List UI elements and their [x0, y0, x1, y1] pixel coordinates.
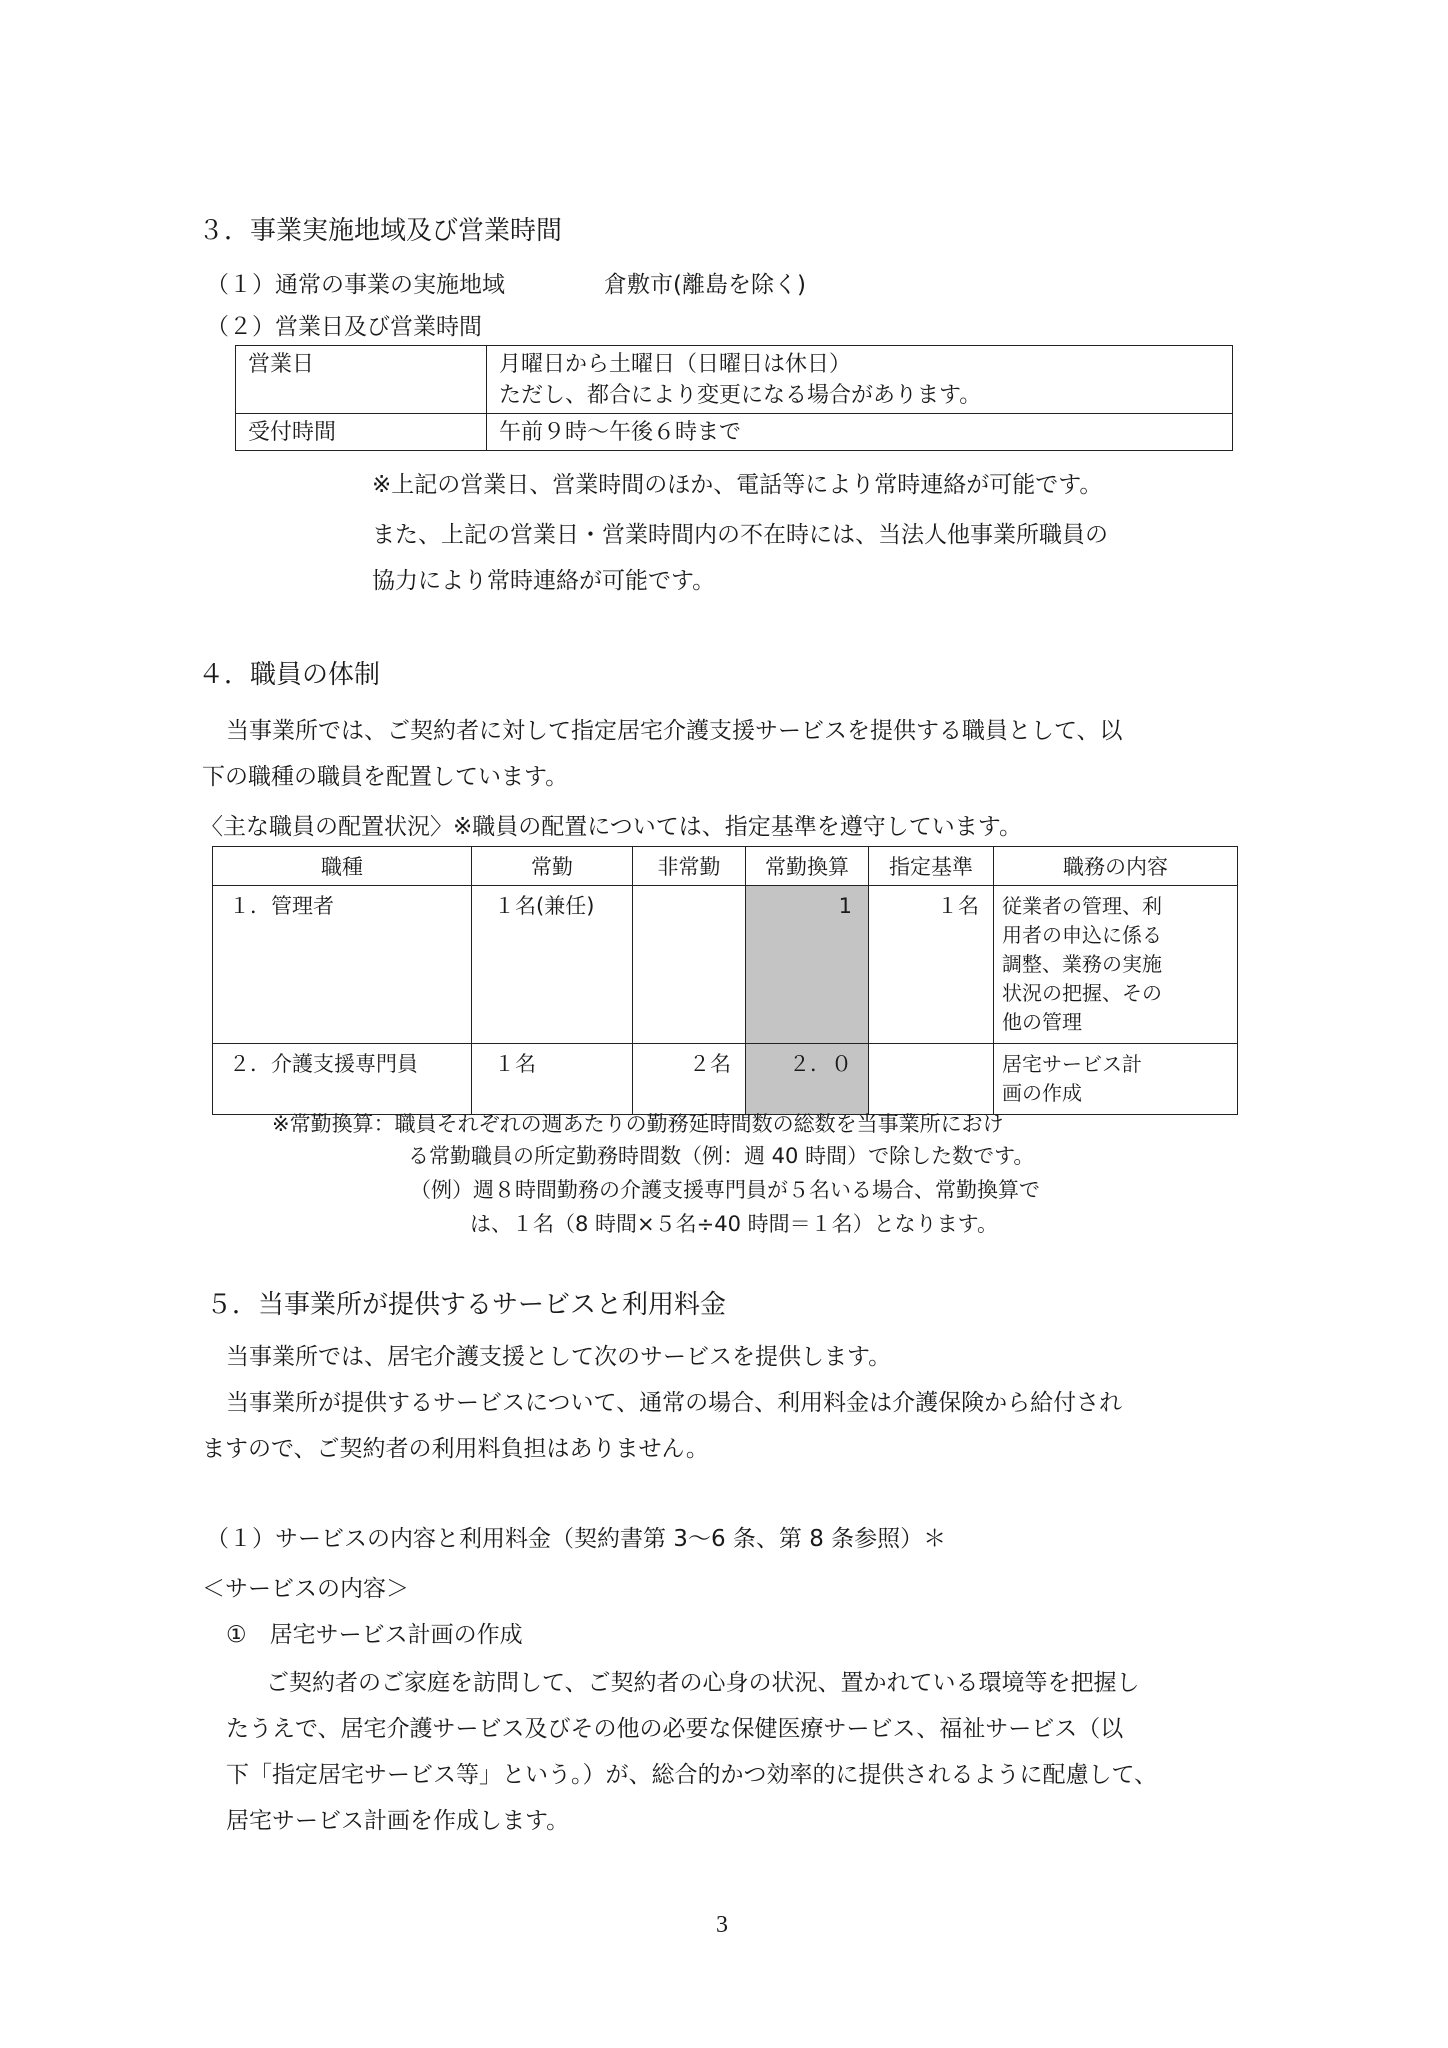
reception-hours-key: 受付時間 — [236, 414, 487, 451]
cell-fulltime: １名 — [472, 1044, 633, 1115]
care-plan-line-3: 下「指定居宅サービス等」という。）が、総合的かつ効率的に提供されるように配慮して、 — [226, 1762, 1158, 1788]
business-days-key: 営業日 — [236, 346, 487, 414]
staff-para-1: 当事業所では、ご契約者に対して指定居宅介護支援サービスを提供する職員として、以 — [226, 718, 1123, 744]
cell-parttime: ２名 — [633, 1044, 746, 1115]
contact-note-2: また、上記の営業日・営業時間内の不在時には、当法人他事業所職員の — [372, 522, 1108, 548]
col-header-fulltime: 常勤 — [472, 847, 633, 886]
contact-note-1: ※上記の営業日、営業時間のほか、電話等により常時連絡が可能です。 — [372, 472, 1103, 498]
section4-heading: ４．職員の体制 — [198, 660, 381, 690]
section3-heading: ３．事業実施地域及び営業時間 — [198, 216, 563, 246]
cell-type: １．管理者 — [213, 886, 472, 1044]
cell-parttime — [633, 886, 746, 1044]
cell-duty: 従業者の管理、利 用者の申込に係る 調整、業務の実施 状況の把握、その 他の管理 — [994, 886, 1238, 1044]
col-header-duty: 職務の内容 — [994, 847, 1238, 886]
table-row — [236, 414, 1233, 451]
business-hours-label: （２）営業日及び営業時間 — [206, 314, 482, 340]
col-header-parttime: 非常勤 — [633, 847, 746, 886]
service-para-2: 当事業所が提供するサービスについて、通常の場合、利用料金は介護保険から給付され — [226, 1390, 1123, 1416]
cell-duty: 居宅サービス計 画の作成 — [994, 1044, 1238, 1115]
cell-standard — [869, 1044, 994, 1115]
business-hours-table — [235, 345, 1233, 451]
page-number: 3 — [716, 1912, 728, 1938]
fte-footnote-2: る常勤職員の所定勤務時間数（例：週 40 時間）で除した数です。 — [408, 1144, 1035, 1168]
cell-fte: 1 — [746, 886, 869, 1044]
section5-heading: ５．当事業所が提供するサービスと利用料金 — [206, 1290, 727, 1320]
fte-footnote-1: ※常勤換算：職員それぞれの週あたりの勤務延時間数の総数を当事業所におけ — [272, 1112, 1004, 1136]
care-plan-line-2: たうえで、居宅介護サービス及びその他の必要な保健医療サービス、福祉サービス（以 — [226, 1716, 1124, 1742]
care-plan-line-1: ご契約者のご家庭を訪問して、ご契約者の心身の状況、置かれている環境等を把握し — [266, 1670, 1140, 1696]
table-row — [213, 886, 1238, 1044]
contact-note-3: 協力により常時連絡が可能です。 — [372, 568, 716, 594]
col-header-type: 職種 — [213, 847, 472, 886]
service-fee-subheading: （１）サービスの内容と利用料金（契約書第 3～6 条、第 8 条参照）＊ — [206, 1526, 947, 1552]
service-para-3: ますので、ご契約者の利用料負担はありません。 — [202, 1436, 709, 1462]
service-area-value: 倉敷市(離島を除く) — [604, 272, 806, 298]
care-plan-title: ① 居宅サービス計画の作成 — [226, 1622, 523, 1648]
fte-footnote-4: は、１名（8 時間×５名÷40 時間＝１名）となります。 — [470, 1212, 998, 1236]
care-plan-line-4: 居宅サービス計画を作成します。 — [226, 1808, 570, 1834]
cell-type: ２．介護支援専門員 — [213, 1044, 472, 1115]
staff-table-caption: 〈主な職員の配置状況〉※職員の配置については、指定基準を遵守しています。 — [200, 814, 1022, 840]
cell-fulltime: １名(兼任) — [472, 886, 633, 1044]
business-days-value: 月曜日から土曜日（日曜日は休日） ただし、都合により変更になる場合があります。 — [487, 346, 1233, 414]
table-header-row — [213, 847, 1238, 886]
col-header-fte: 常勤換算 — [746, 847, 869, 886]
service-para-1: 当事業所では、居宅介護支援として次のサービスを提供します。 — [226, 1344, 892, 1370]
col-header-standard: 指定基準 — [869, 847, 994, 886]
staff-para-2: 下の職種の職員を配置しています。 — [202, 764, 569, 790]
fte-footnote-3: （例）週８時間勤務の介護支援専門員が５名いる場合、常勤換算で — [410, 1178, 1040, 1202]
service-area-label: （１）通常の事業の実施地域 — [206, 272, 505, 298]
table-row — [236, 346, 1233, 414]
table-row — [213, 1044, 1238, 1115]
service-content-heading: ＜サービスの内容＞ — [202, 1576, 409, 1602]
staff-table — [212, 846, 1238, 1115]
reception-hours-value: 午前９時～午後６時まで — [487, 414, 1233, 451]
cell-fte: ２．０ — [746, 1044, 869, 1115]
cell-standard: １名 — [869, 886, 994, 1044]
